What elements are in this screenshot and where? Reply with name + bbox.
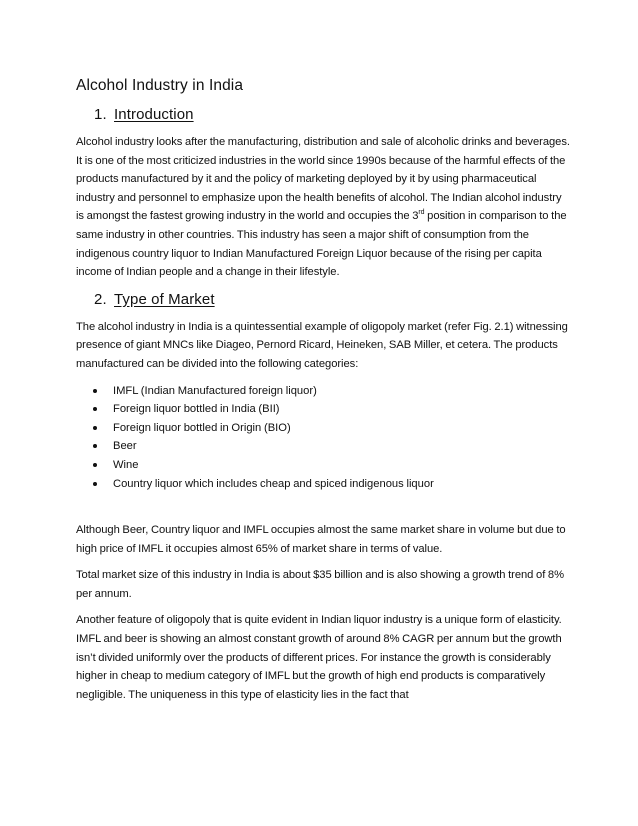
bullet-icon	[93, 407, 97, 411]
bullet-icon	[93, 389, 97, 393]
section-number: 2.	[94, 290, 107, 308]
paragraph-text: position in comparison to the same industry in other countries. This industry has seen a major shift of consumption from the indigenous country liquor to Indian Manufactured Foreign Liquor because of the rising per capita income of Indian people and a change in their lifestyle.	[76, 210, 567, 279]
list-item	[76, 400, 570, 419]
list-item	[76, 456, 570, 475]
bullet-icon	[93, 482, 97, 486]
list-item-text: IMFL (Indian Manufactured foreign liquor)	[113, 384, 317, 397]
elasticity-paragraph: Another feature of oligopoly that is quite evident in Indian liquor industry is a unique form of elasticity. IMFL and beer is showing an almost constant growth of around 8% CAGR per annum but the growth isn’t divided uniformly over the products of different prices. For instance the growth is considerably higher in cheap to medium category of IMFL but the growth of high end products is comparatively negligible. The uniqueness in this type of elasticity lies in the fact that	[76, 614, 562, 701]
paragraph-text: Alcohol industry looks after the manufacturing, distribution and sale of alcoholic drinks and beverages. It is one of the most criticized industries in the world since 1990s because of the harmful effects of the products manufactured by it and the policy of marketing deployed by it by using pharmaceutical industry and personnel to emphasize upon the health benefits of alcohol. The Indian alcohol industry is amongst the fastest growing industry in the world and occupies the 3	[76, 136, 570, 223]
list-item-text: Foreign liquor bottled in Origin (BIO)	[113, 421, 291, 434]
section-number: 1.	[94, 106, 107, 123]
list-item-text: Beer	[113, 440, 137, 453]
ordinal-superscript: rd	[418, 209, 425, 217]
list-item	[76, 419, 570, 438]
document-page	[76, 76, 570, 712]
market-size-paragraph: Total market size of this industry in India is about $35 billion and is also showing a growth trend of 8% per annum.	[76, 569, 564, 600]
list-item-text: Country liquor which includes cheap and spiced indigenous liquor	[113, 477, 434, 490]
introduction-paragraph	[76, 133, 570, 282]
list-item	[76, 437, 570, 456]
section-title: Introduction	[114, 106, 194, 123]
list-item-text: Foreign liquor bottled in India (BII)	[113, 403, 280, 416]
bullet-icon	[93, 444, 97, 448]
section-heading-introduction	[76, 105, 570, 125]
bullet-icon	[93, 463, 97, 467]
list-item	[76, 475, 570, 494]
market-intro-paragraph: The alcohol industry in India is a quintessential example of oligopoly market (refer Fig. 2.1) witnessing presence of giant MNCs like Diageo, Pernord Ricard, Heineken, SAB Miller, et cetera. The products manufactured can be divided into the following categories:	[76, 320, 568, 370]
list-item-text: Wine	[113, 458, 139, 471]
category-list	[76, 382, 570, 494]
section-title: Type of Market	[114, 290, 215, 308]
market-share-paragraph: Although Beer, Country liquor and IMFL occupies almost the same market share in volume but due to high price of IMFL it occupies almost 65% of market share in terms of value.	[76, 524, 566, 555]
document-title: Alcohol Industry in India	[76, 77, 244, 94]
section-heading-type-of-market	[76, 290, 570, 310]
list-item	[76, 382, 570, 401]
bullet-icon	[93, 426, 97, 430]
